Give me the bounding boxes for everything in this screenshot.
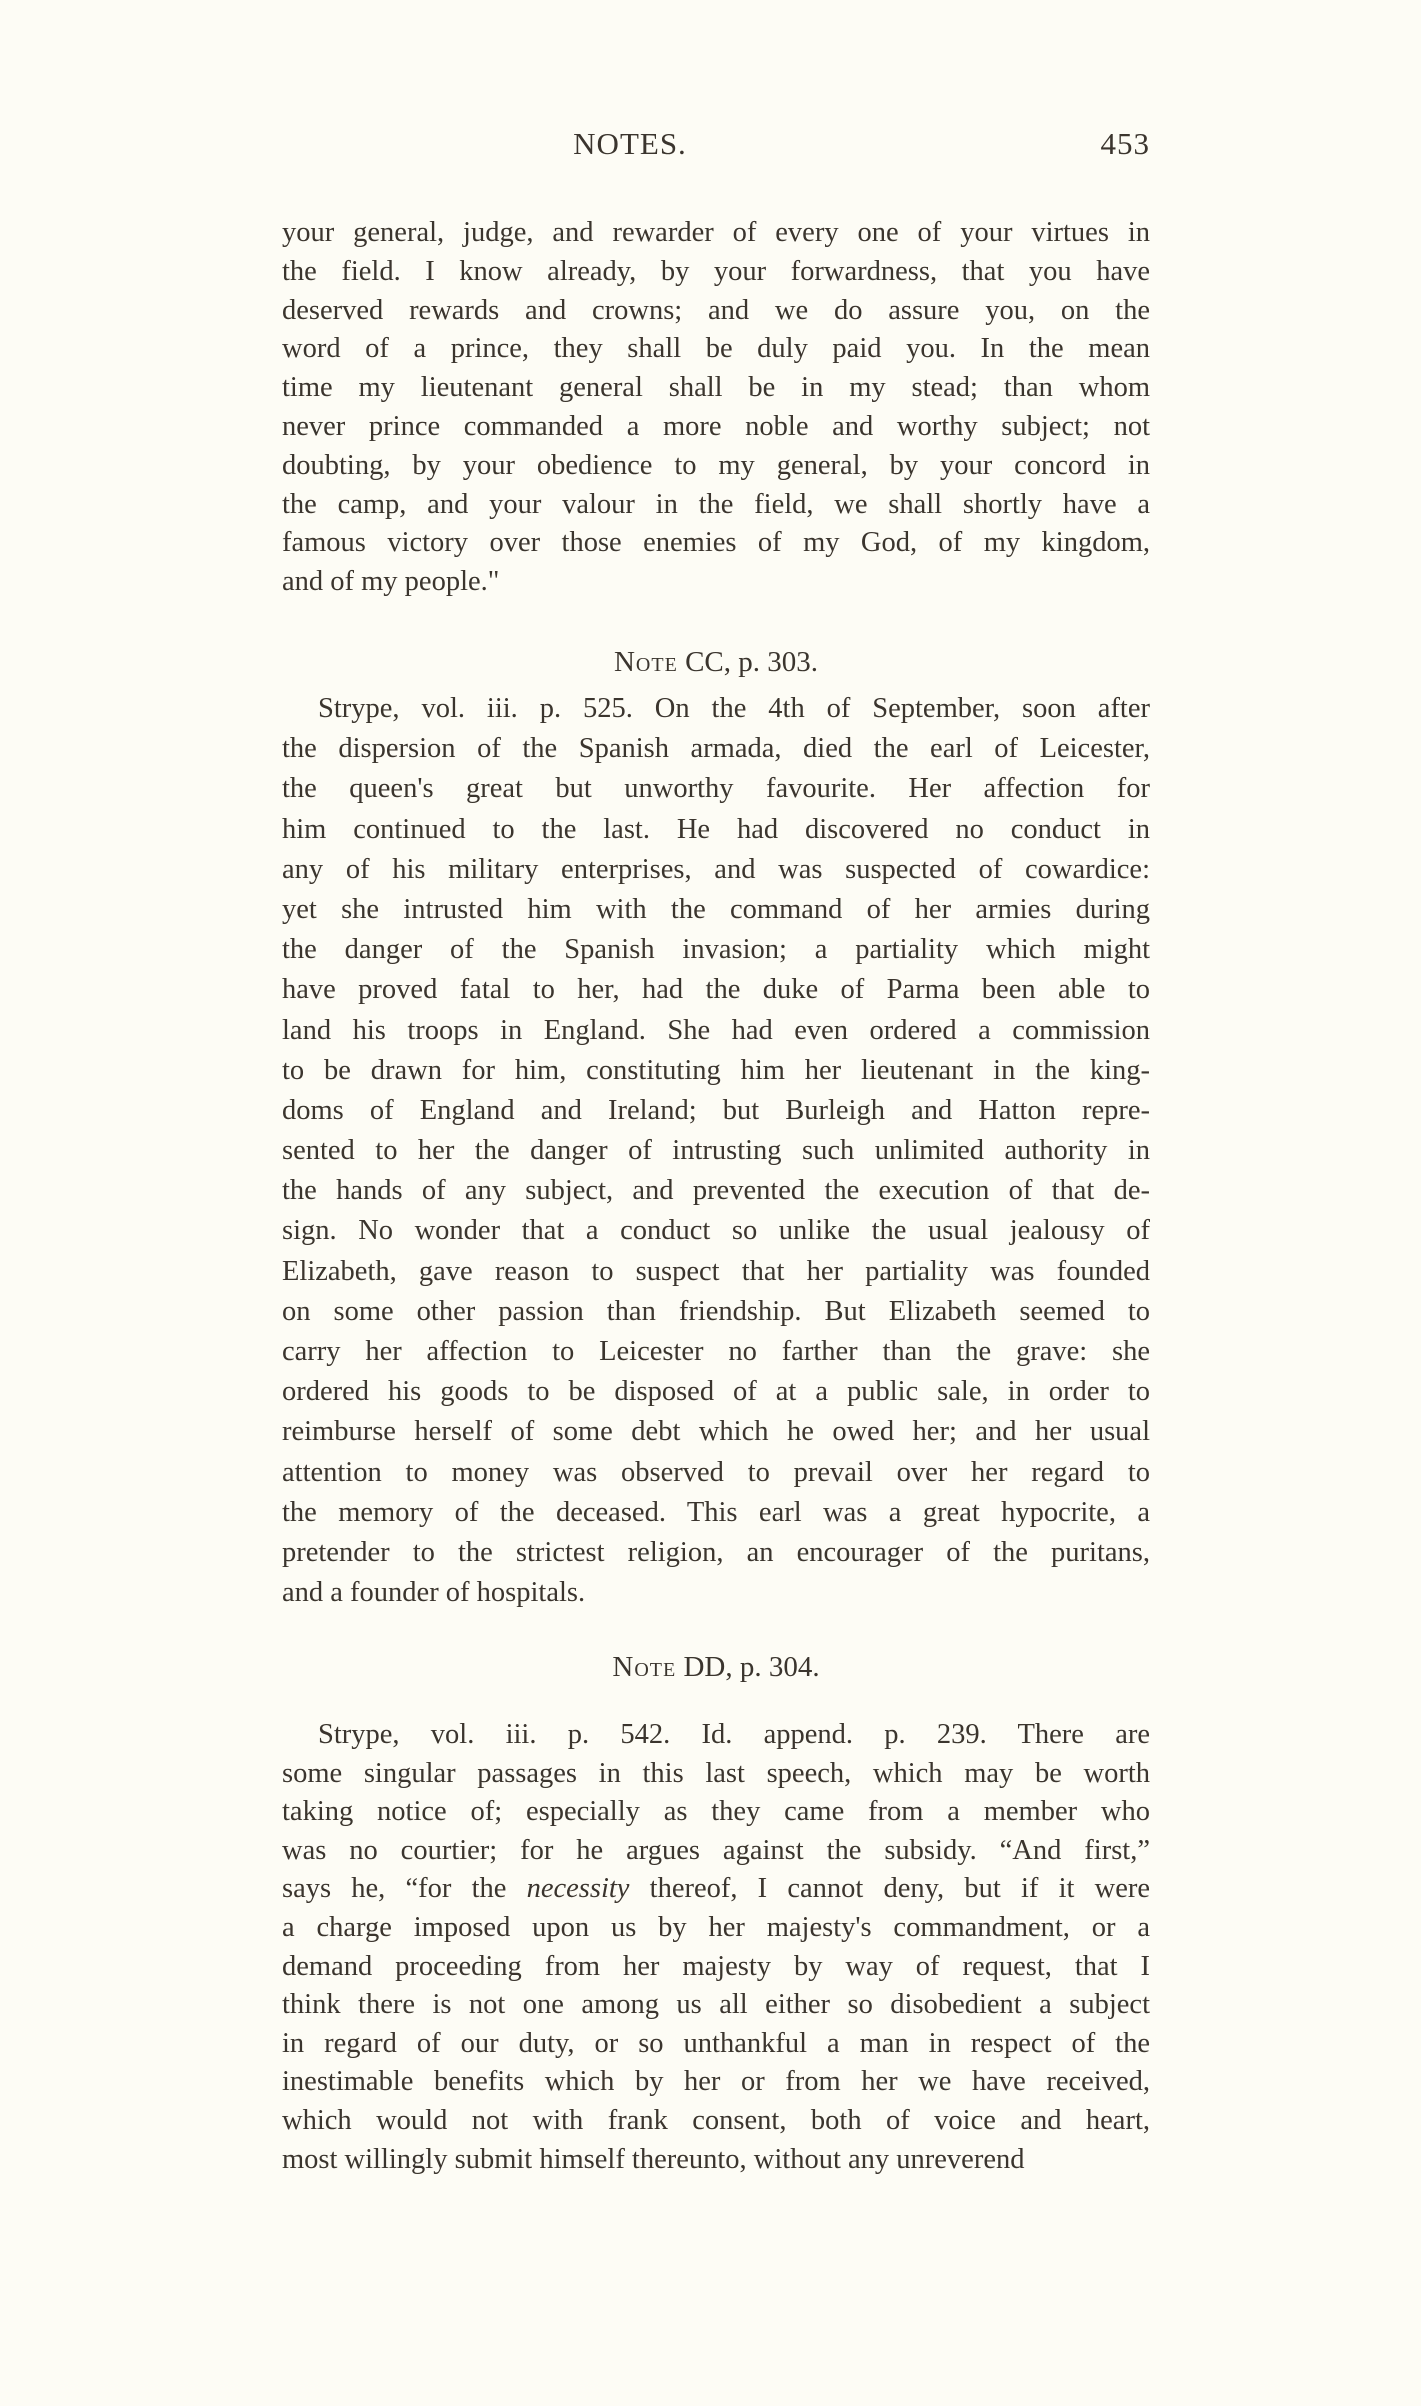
running-title: NOTES. bbox=[573, 126, 687, 161]
paragraph bbox=[282, 1716, 1150, 2179]
text-line: the field. I know already, by your forwardness, that you have bbox=[282, 255, 1150, 287]
text-line: the camp, and your valour in the field, we shall shortly have a bbox=[282, 488, 1150, 520]
text-line: ordered his goods to be disposed of at a public sale, in order to bbox=[282, 1376, 1150, 1408]
note-label: Note bbox=[613, 646, 678, 678]
text-line: think there is not one among us all either so disobedient a subject bbox=[282, 1989, 1150, 2021]
text-line: which would not with frank consent, both of voice and heart, bbox=[282, 2104, 1150, 2136]
text-line: a charge imposed upon us by her majesty's commandment, or a bbox=[282, 1911, 1150, 1943]
italic-word: necessity bbox=[526, 1873, 630, 1905]
text-line: inestimable benefits which by her or from her we have received, bbox=[282, 2066, 1150, 2098]
text-line: doms of England and Ireland; but Burleigh and Hatton repre- bbox=[282, 1094, 1150, 1126]
text-line: the memory of the deceased. This earl was a great hypocrite, a bbox=[282, 1496, 1150, 1528]
text-line: the dispersion of the Spanish armada, died the earl of Leicester, bbox=[282, 733, 1150, 765]
note-label: Note bbox=[612, 1651, 677, 1683]
note-reference: CC, p. 303. bbox=[685, 646, 818, 678]
text-line: sented to her the danger of intrusting such unlimited authority in bbox=[282, 1135, 1150, 1167]
note-heading bbox=[282, 1651, 1150, 1684]
text-line: to be drawn for him, constituting him her lieutenant in the king- bbox=[282, 1054, 1150, 1086]
note-heading bbox=[282, 646, 1150, 679]
text-line: some singular passages in this last speech, which may be worth bbox=[282, 1757, 1150, 1789]
text-line: on some other passion than friendship. But Elizabeth seemed to bbox=[282, 1295, 1150, 1327]
note-reference: DD, p. 304. bbox=[683, 1651, 820, 1683]
text-line: sign. No wonder that a conduct so unlike the usual jealousy of bbox=[282, 1215, 1150, 1247]
text-line bbox=[282, 1870, 1150, 1909]
text-line: and of my people." bbox=[282, 566, 500, 598]
text-line: reimburse herself of some debt which he owed her; and her usual bbox=[282, 1416, 1150, 1448]
text-line: have proved fatal to her, had the duke of Parma been able to bbox=[282, 974, 1150, 1006]
text-line: demand proceeding from her majesty by way of request, that I bbox=[282, 1950, 1150, 1982]
text-line: word of a prince, they shall be duly paid you. In the mean bbox=[282, 333, 1150, 365]
text-line: any of his military enterprises, and was suspected of cowardice: bbox=[282, 853, 1150, 885]
text-line: deserved rewards and crowns; and we do assure you, on the bbox=[282, 294, 1150, 326]
text-line: carry her affection to Leicester no farther than the grave: she bbox=[282, 1336, 1150, 1367]
text-line: time my lieutenant general shall be in my stead; than whom bbox=[282, 372, 1150, 404]
text-line: never prince commanded a more noble and worthy subject; not bbox=[282, 410, 1150, 442]
text-line: in regard of our duty, or so unthankful a man in respect of the bbox=[282, 2027, 1150, 2059]
text-line: Strype, vol. iii. p. 542. Id. append. p. 239. There are bbox=[318, 1719, 1150, 1750]
text-line: land his troops in England. She had even ordered a commission bbox=[282, 1014, 1150, 1046]
paragraph bbox=[282, 689, 1150, 1613]
text-segment: thereof, I cannot deny, but if it were bbox=[629, 1873, 1150, 1905]
text-line: Elizabeth, gave reason to suspect that her partiality was founded bbox=[282, 1255, 1150, 1287]
text-line: your general, judge, and rewarder of every one of your virtues in bbox=[282, 217, 1150, 248]
text-line: the queen's great but unworthy favourite. Her affection for bbox=[282, 773, 1150, 805]
text-line: attention to money was observed to prevail over her regard to bbox=[282, 1456, 1150, 1488]
text-line: and a founder of hospitals. bbox=[282, 1577, 586, 1609]
text-line: doubting, by your obedience to my general, by your concord in bbox=[282, 449, 1150, 481]
text-line: was no courtier; for he argues against the subsidy. “And first,” bbox=[282, 1834, 1150, 1866]
paragraph bbox=[282, 214, 1150, 602]
text-line: pretender to the strictest religion, an encourager of the puritans, bbox=[282, 1536, 1150, 1568]
text-line: Strype, vol. iii. p. 525. On the 4th of September, soon after bbox=[318, 693, 1150, 724]
text-line: him continued to the last. He had discovered no conduct in bbox=[282, 813, 1150, 845]
text-line: famous victory over those enemies of my God, of my kingdom, bbox=[282, 527, 1150, 559]
text-line: most willingly submit himself thereunto, without any unreverend bbox=[282, 2143, 1025, 2175]
text-line: the hands of any subject, and prevented the execution of that de- bbox=[282, 1175, 1150, 1207]
page-number: 453 bbox=[1100, 126, 1150, 161]
text-line: yet she intrusted him with the command of her armies during bbox=[282, 893, 1150, 925]
text-segment: says he, “for the bbox=[282, 1873, 527, 1905]
text-line: the danger of the Spanish invasion; a partiality which might bbox=[282, 934, 1150, 966]
text-line: taking notice of; especially as they came from a member who bbox=[282, 1796, 1150, 1828]
